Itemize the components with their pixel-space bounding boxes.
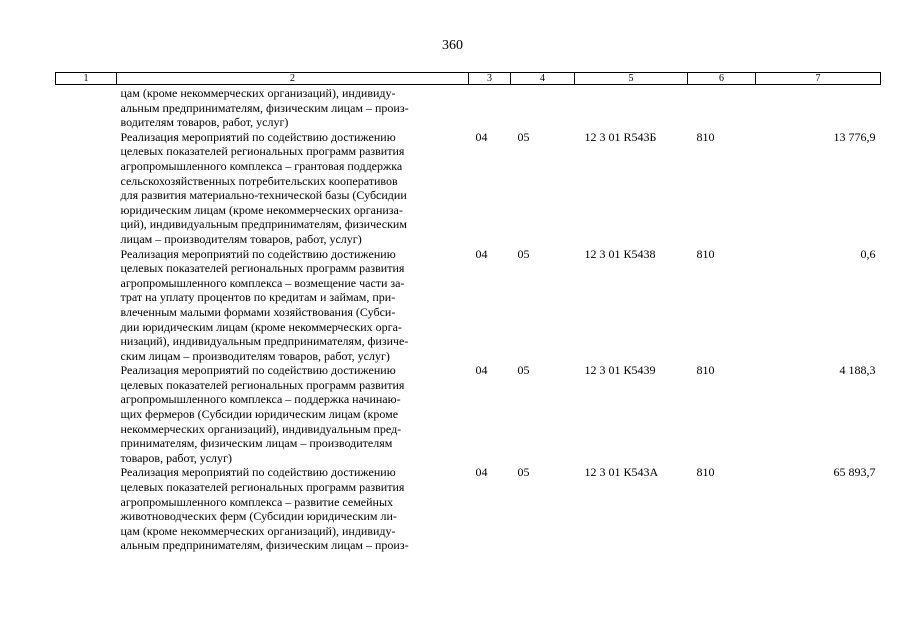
header-col-3: 3: [469, 73, 511, 85]
header-col-7: 7: [756, 73, 881, 85]
amount-cell: 13 776,9: [833, 129, 876, 144]
table-row: [56, 363, 881, 465]
table-row: [56, 465, 881, 553]
section-cell: 04: [475, 363, 488, 378]
budget-table: [55, 72, 881, 553]
subsection-cell: 05: [517, 363, 530, 378]
table-row: [56, 85, 881, 130]
expense-type-cell: 810: [696, 129, 715, 144]
table-row: [56, 130, 881, 247]
expense-type-cell: 810: [696, 363, 715, 378]
header-col-2: 2: [117, 73, 469, 85]
row-number-cell: [56, 130, 117, 247]
target-article-cell: [575, 85, 688, 130]
amount-cell: 0,6: [860, 246, 876, 261]
subsection-cell: 05: [517, 129, 530, 144]
expense-type-cell: 810: [696, 465, 715, 480]
description-cell: Реализация мероприятий по содействию достижению целевых показателей региональных программ развития агропромышленного комплекса – поддержка начинаю- щих фермеров (Субсидии юридическим лицам (кроме некоммерческих организаций), индивидуальным пред- принимателям, физическим лицам – производителям товаров, работ, услуг): [120, 363, 405, 465]
target-article-cell: 12 3 01 К5439: [584, 363, 656, 378]
table-header: [56, 73, 881, 85]
target-article-cell: 12 3 01 К5438: [584, 246, 656, 261]
row-number-cell: [56, 465, 117, 553]
description-cell: Реализация мероприятий по содействию достижению целевых показателей региональных программ развития агропромышленного комплекса – возмещение части за- трат на уплату процентов по кредитам и займам, при- влеченным малыми формами хозяйствования (Субси- дии юридическим лицам (кроме некоммерческих орга- низаций), индивидуальным предпринимателям, физиче- ским лицам – производителям товаров, работ, услуг): [120, 246, 409, 363]
description-cell: Реализация мероприятий по содействию достижению целевых показателей региональных программ развития агропромышленного комплекса – грантовая поддержка сельскохозяйственных потребительских кооперативов для развития материально-технической базы (Субсидии юридическим лицам (кроме некоммерческих организа- ций), индивидуальным предпринимателям, физическим лицам – производителям товаров, работ, услуг): [120, 129, 407, 246]
table-header-row: [56, 73, 881, 85]
section-cell: [469, 85, 511, 130]
table-row: [56, 247, 881, 364]
row-number-cell: [56, 363, 117, 465]
section-cell: 04: [475, 465, 488, 480]
description-cell: цам (кроме некоммерческих организаций), индивиду- альным предпринимателям, физическим лицам – произ- водителям товаров, работ, услуг): [120, 86, 409, 130]
section-cell: 04: [475, 129, 488, 144]
subsection-cell: 05: [517, 246, 530, 261]
header-col-5: 5: [575, 73, 688, 85]
amount-cell: [756, 85, 881, 130]
subsection-cell: 05: [517, 465, 530, 480]
expense-type-cell: [688, 85, 756, 130]
description-cell: Реализация мероприятий по содействию достижению целевых показателей региональных программ развития агропромышленного комплекса – развитие семейных животноводческих ферм (Субсидии юридическим ли- цам (кроме некоммерческих организаций), индивиду- альным предпринимателям, физическим лицам – произ-: [120, 465, 409, 553]
row-number-cell: [56, 247, 117, 364]
target-article-cell: 12 3 01 R543Б: [584, 129, 657, 144]
header-col-4: 4: [511, 73, 575, 85]
amount-cell: 65 893,7: [833, 465, 876, 480]
header-col-1: 1: [56, 73, 117, 85]
amount-cell: 4 188,3: [839, 363, 876, 378]
table-body: [56, 85, 881, 554]
section-cell: 04: [475, 246, 488, 261]
subsection-cell: [511, 85, 575, 130]
target-article-cell: 12 3 01 К543А: [584, 465, 659, 480]
expense-type-cell: 810: [696, 246, 715, 261]
header-col-6: 6: [688, 73, 756, 85]
page-number: 360: [442, 38, 463, 53]
row-number-cell: [56, 85, 117, 130]
